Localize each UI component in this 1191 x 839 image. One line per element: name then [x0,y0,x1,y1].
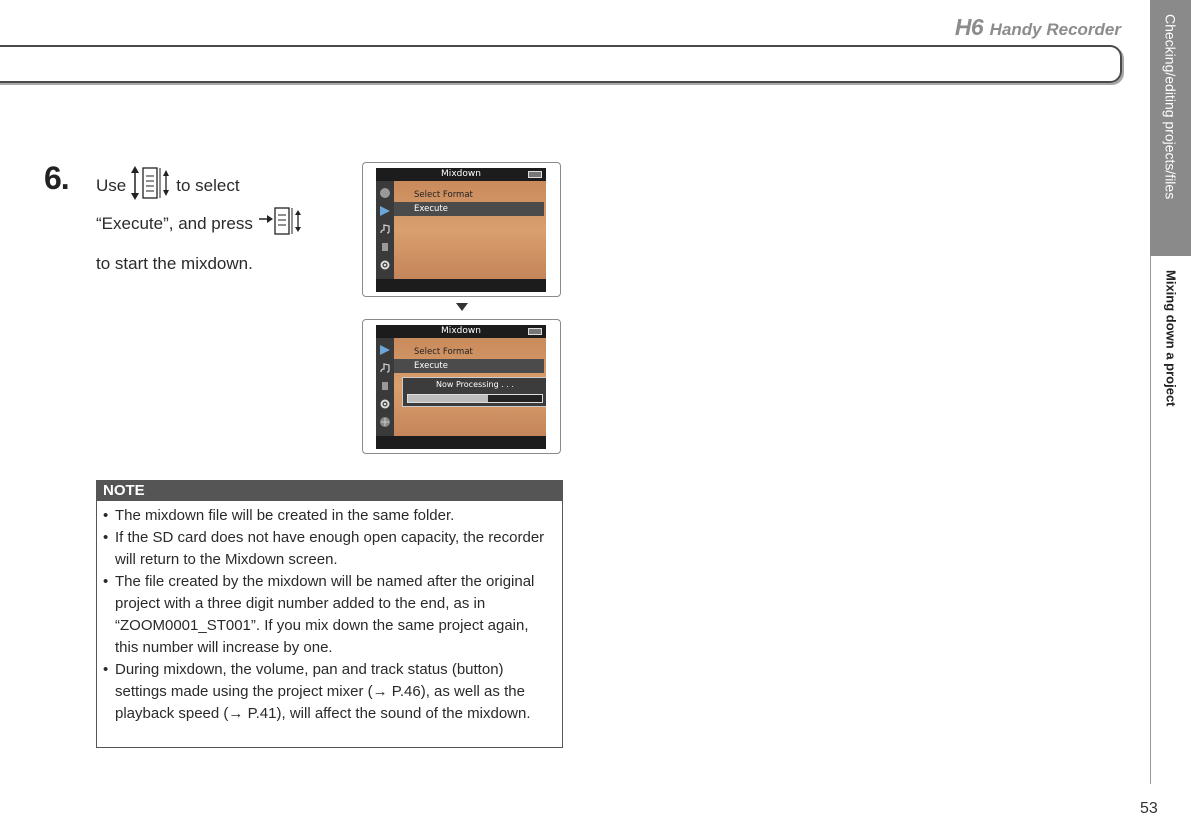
lcd-icon-column [376,338,394,436]
screen-mixdown-select [362,162,561,297]
step-text-to-select: to select [176,175,240,195]
menu-item-execute[interactable] [394,359,544,373]
note-item: • If the SD card does not have enough open capacity, the recorder will return to the Mixdown screen. [103,527,556,571]
section-tab [1150,0,1191,256]
model-name: H6 [954,14,984,40]
processing-text: Now Processing . . . [436,380,514,389]
battery-icon [528,328,542,335]
step-text-execute: “Execute”, and press [96,213,253,233]
step-number: 6. [44,160,69,196]
menu-item-select-format[interactable] [394,188,544,202]
product-name: Handy Recorder [989,20,1121,39]
product-brand [955,14,1121,41]
note-item: • The mixdown file will be created in the same folder. [103,505,556,527]
down-arrow-icon [456,303,468,311]
note-heading: NOTE [97,481,562,501]
menu-item-label: Select Format [414,190,473,200]
lcd-footer [376,436,546,449]
play-icon [379,344,391,356]
topic-tab [1150,256,1191,784]
project-icon [379,362,391,374]
scroll-key-icon [130,164,172,207]
menu-item-label: Execute [414,204,448,214]
settings-icon [379,259,391,271]
note-box [96,480,563,748]
tool-icon [379,241,391,253]
system-icon [379,416,391,428]
page-title-bar [0,45,1122,83]
battery-icon [528,171,542,178]
lcd-title: Mixdown [376,168,546,181]
note-item: • The file created by the mixdown will be named after the original project with a three digit number added to the end, as in “ZOOM0001_ST001”. If you mix down the same project again, this number will increase by one. [103,571,556,659]
play-icon [379,205,391,217]
menu-item-label: Execute [414,361,448,371]
menu-item-label: Select Format [414,347,473,357]
tool-icon [379,380,391,392]
topic-tab-label: Mixing down a project [1163,270,1179,407]
lcd-display [376,325,546,449]
record-icon [379,187,391,199]
step-line-2 [96,206,307,241]
lcd-icon-column [376,181,394,279]
step-text-start: to start the mixdown. [96,254,253,273]
note-item: • During mixdown, the volume, pan and track status (button) settings made using the project mixer (→ P.46), as well as the playback speed (→ P.41), will affect the sound of the mixdown. [103,659,556,725]
step-line-3 [96,254,253,274]
screen-mixdown-processing [362,319,561,454]
menu-item-select-format[interactable] [394,345,544,359]
step-text-use: Use [96,175,127,195]
settings-icon [379,398,391,410]
progress-bar [407,394,543,403]
menu-item-execute[interactable] [394,202,544,216]
progress-fill [408,395,488,402]
note-list [97,501,562,725]
lcd-display [376,168,546,292]
section-tab-label: Checking/editing projects/files [1162,14,1179,200]
project-icon [379,223,391,235]
page-number: 53 [1140,800,1158,817]
processing-dialog [402,377,546,407]
lcd-footer [376,279,546,292]
press-key-icon [257,206,303,241]
step-line-1 [96,164,240,207]
lcd-title: Mixdown [376,325,546,338]
